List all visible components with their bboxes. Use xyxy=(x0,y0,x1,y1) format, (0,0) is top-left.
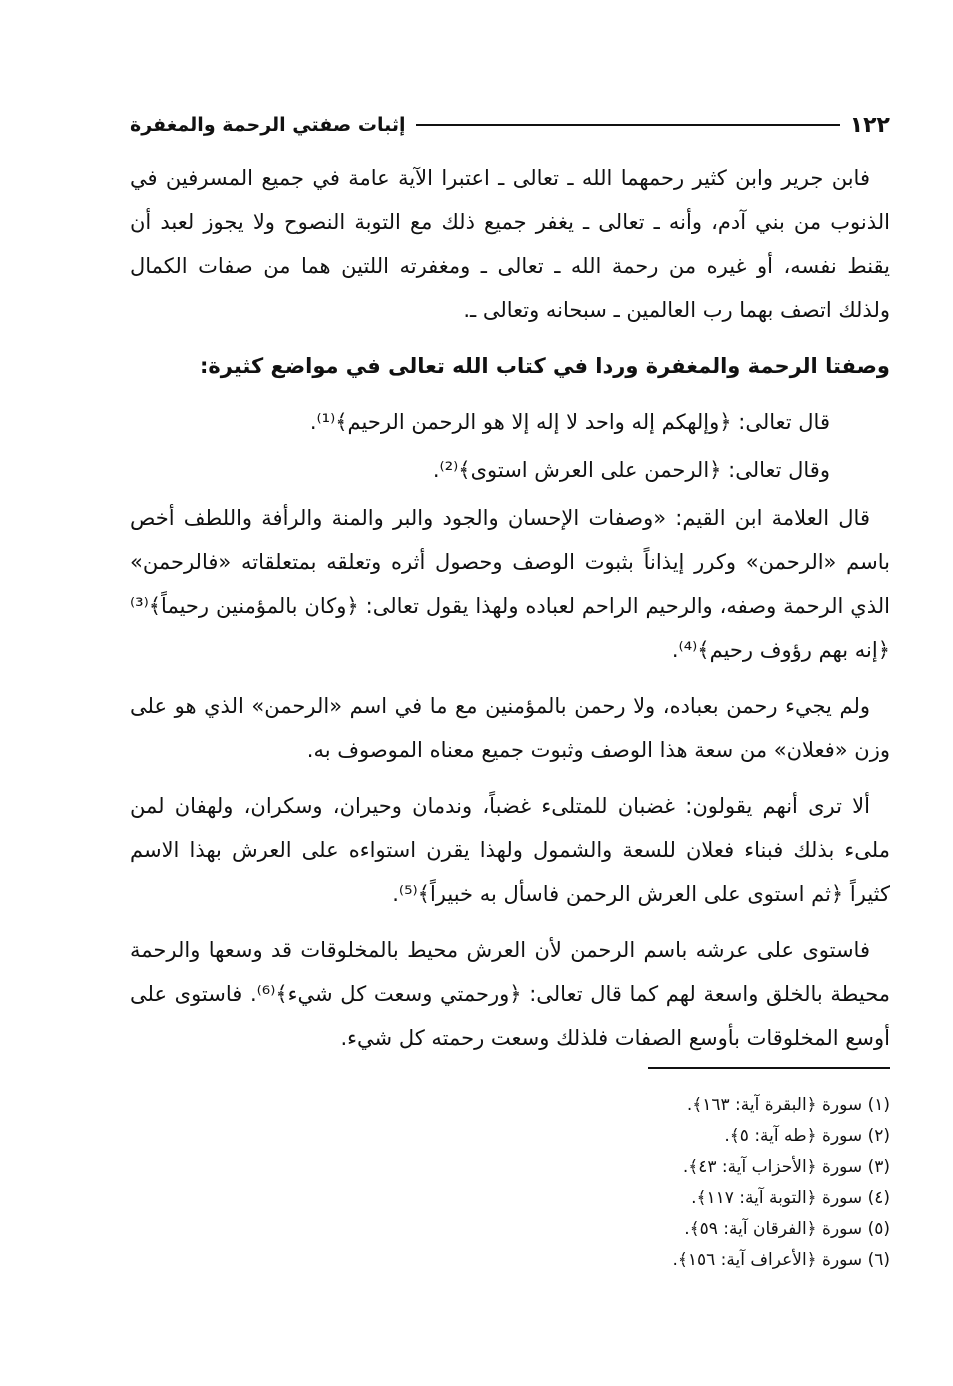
footnote-divider xyxy=(648,1067,890,1069)
page-number: ١٢٢ xyxy=(849,112,890,138)
paragraph-fulan: ألا ترى أنهم يقولون: غضبان للمتلىء غضباً، وندمان وحيران، وسكران، ولهفان لمن ملىء بذلك فبناء فعلان للسعة والشمول ولهذا يقرن استواءه على العرش بهذا الاسم كثيراً ﴿ثم استوى على العرش الرحمن فاسأل به خبيراً﴾⁽⁵⁾. xyxy=(130,794,890,906)
header-rule xyxy=(416,124,840,126)
running-title: إثبات صفتي الرحمة والمغفرة xyxy=(130,114,406,136)
footnote-item: (٢) سورة ﴿طه آية: ٥﴾. xyxy=(724,1126,890,1146)
footnote-item: (٣) سورة ﴿الأحزاب آية: ٤٣﴾. xyxy=(682,1157,890,1177)
footnote-item: (٤) سورة ﴿التوبة آية: ١١٧﴾. xyxy=(691,1188,890,1208)
paragraph-rahman: ولم يجيء رحمن بعباده، ولا رحمن بالمؤمنين مع ما في اسم «الرحمن» الذي هو على وزن «فعلان» من سعة هذا الوصف وثبوت جميع معناه الموصوف به. xyxy=(130,694,890,762)
paragraph-commentary: فابن جرير وابن كثير رحمهما الله ـ تعالى ـ اعتبرا الآية عامة في جميع المسرفين في الذنوب من بني آدم، وأنه ـ تعالى ـ يغفر جميع ذلك مع التوبة النصوح ولا يجوز لعبد أن يقنط نفسه، أو غيره من رحمة الله ـ تعالى ـ ومغفرته اللتين هما من صفات الكمال ولذلك اتصف بهما رب العالمين ـ سبحانه وتعالى ـ. xyxy=(130,166,890,322)
verse-quote: وقال تعالى: ﴿الرحمن على العرش استوى﴾⁽²⁾. xyxy=(432,458,830,482)
verse-quote: قال تعالى: ﴿وإلهكم إله واحد لا إله إلا هو الرحمن الرحيم﴾⁽¹⁾. xyxy=(309,410,830,434)
paragraph-istiwa: فاستوى على عرشه باسم الرحمن لأن العرش محيط بالمخلوقات قد وسعها والرحمة محيطة بالخلق واسعة لهم كما قال تعالى: ﴿ورحمتي وسعت كل شيء﴾⁽⁶⁾. فاستوى على أوسع المخلوقات بأوسع الصفات فلذلك وسعت رحمته كل شيء. xyxy=(130,938,890,1050)
paragraph-ibn-qayyim: قال العلامة ابن القيم: «وصفات الإحسان والجود والبر والمنة والرأفة واللطف أخص باسم «الرحمن» وكرر إيذاناً بثبوت الوصف وحصول أثره وتعلقه بمتعلقاته «فالرحمن» الذي الرحمة وصفه، والرحيم الراحم لعباده ولهذا يقول تعالى: ﴿وكان بالمؤمنين رحيماً﴾⁽³⁾ ﴿إنه بهم رؤوف رحيم﴾⁽⁴⁾. xyxy=(130,506,890,662)
footnotes xyxy=(400,1090,890,1276)
footnote-item: (٦) سورة ﴿الأعراف آية: ١٥٦﴾. xyxy=(672,1250,890,1270)
footnote-item: (٥) سورة ﴿الفرقان آية: ٥٩﴾. xyxy=(684,1219,890,1239)
main-text xyxy=(130,156,890,1072)
paragraph-heading: وصفتا الرحمة والمغفرة وردا في كتاب الله تعالى في مواضع كثيرة: xyxy=(199,354,890,378)
running-header xyxy=(130,108,890,142)
footnote-item: (١) سورة ﴿البقرة آية: ١٦٣﴾. xyxy=(686,1095,890,1115)
